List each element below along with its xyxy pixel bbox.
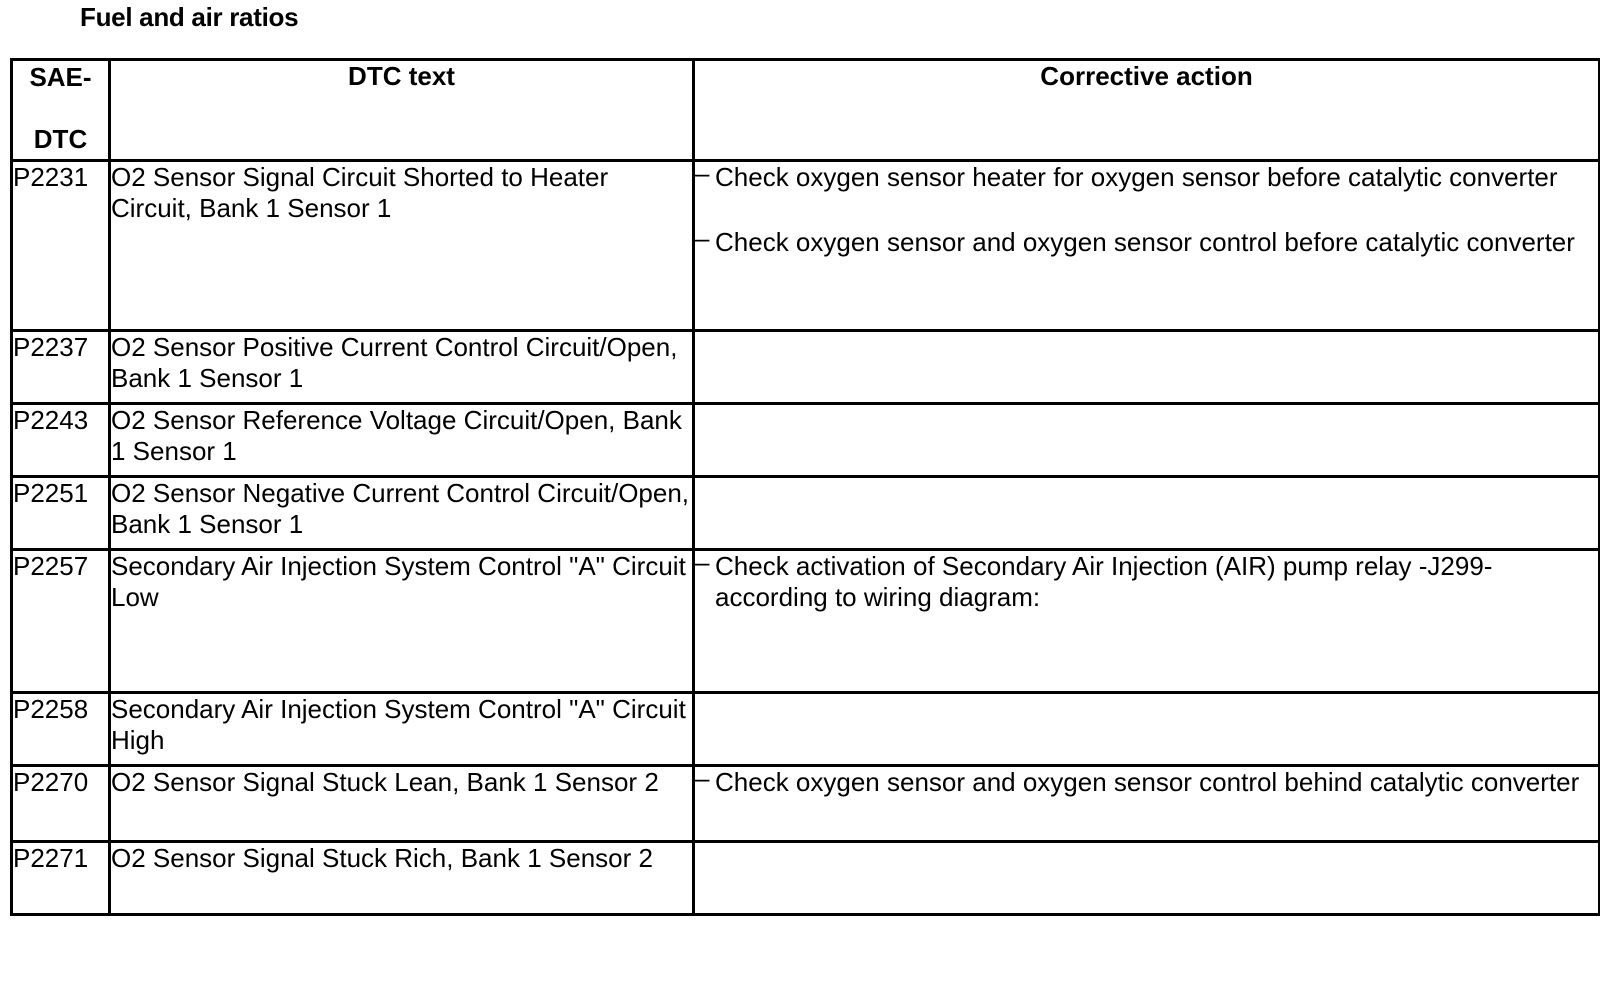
table-row xyxy=(12,404,1600,477)
dtc-text: O2 Sensor Reference Voltage Circuit/Open, Bank 1 Sensor 1 xyxy=(110,404,694,477)
action-text: Check activation of Secondary Air Injection (AIR) pump relay -J299- according to wiring diagram: xyxy=(715,551,1493,612)
dtc-text: Secondary Air Injection System Control "A" Circuit High xyxy=(110,693,694,766)
dtc-text: O2 Sensor Signal Stuck Lean, Bank 1 Sensor 2 xyxy=(110,766,694,842)
corrective-action xyxy=(694,331,1600,404)
dtc-code: P2231 xyxy=(12,161,110,331)
header-corrective-action: Corrective action xyxy=(694,60,1600,161)
action-text: Check oxygen sensor and oxygen sensor control before catalytic converter xyxy=(715,227,1575,257)
dtc-code: P2258 xyxy=(12,693,110,766)
header-dtc-text: DTC text xyxy=(110,60,694,161)
dash-bullet-icon: – xyxy=(695,158,710,188)
corrective-action xyxy=(694,158,1600,331)
action-text: Check oxygen sensor heater for oxygen sensor before catalytic converter xyxy=(715,162,1558,192)
action-item xyxy=(695,223,1598,258)
dtc-text: O2 Sensor Positive Current Control Circuit/Open, Bank 1 Sensor 1 xyxy=(110,331,694,404)
dash-bullet-icon: – xyxy=(695,223,710,253)
corrective-action xyxy=(694,763,1600,842)
corrective-action xyxy=(694,404,1600,477)
header-sae-dtc-line1: SAE- xyxy=(29,62,92,92)
corrective-action xyxy=(694,477,1600,550)
table-header-row xyxy=(12,60,1600,161)
table-row xyxy=(12,161,1600,331)
corrective-action xyxy=(694,842,1600,915)
dtc-code: P2257 xyxy=(12,550,110,693)
dtc-code: P2251 xyxy=(12,477,110,550)
table-row xyxy=(12,766,1600,842)
corrective-action xyxy=(694,693,1600,766)
corrective-action xyxy=(694,547,1600,693)
table-row xyxy=(12,693,1600,766)
dtc-text: O2 Sensor Signal Stuck Rich, Bank 1 Sensor 2 xyxy=(110,842,694,915)
dash-bullet-icon: – xyxy=(695,547,710,577)
action-text: Check oxygen sensor and oxygen sensor control behind catalytic converter xyxy=(715,767,1580,797)
dtc-table xyxy=(10,58,1600,916)
header-sae-dtc-line2: DTC xyxy=(33,124,88,154)
dash-bullet-icon: – xyxy=(695,763,710,793)
table-row xyxy=(12,842,1600,915)
dtc-text: Secondary Air Injection System Control "A" Circuit Low xyxy=(110,550,694,693)
table-row xyxy=(12,331,1600,404)
action-item xyxy=(695,763,1598,798)
table-row xyxy=(12,477,1600,550)
header-sae-dtc xyxy=(12,60,110,161)
dtc-text: O2 Sensor Signal Circuit Shorted to Heater Circuit, Bank 1 Sensor 1 xyxy=(110,161,694,331)
dtc-code: P2271 xyxy=(12,842,110,915)
page-title: Fuel and air ratios xyxy=(80,2,299,32)
action-item xyxy=(695,547,1598,613)
table-row xyxy=(12,550,1600,693)
dtc-code: P2237 xyxy=(12,331,110,404)
action-item xyxy=(695,158,1598,193)
dtc-code: P2270 xyxy=(12,766,110,842)
dtc-code: P2243 xyxy=(12,404,110,477)
dtc-text: O2 Sensor Negative Current Control Circuit/Open, Bank 1 Sensor 1 xyxy=(110,477,694,550)
